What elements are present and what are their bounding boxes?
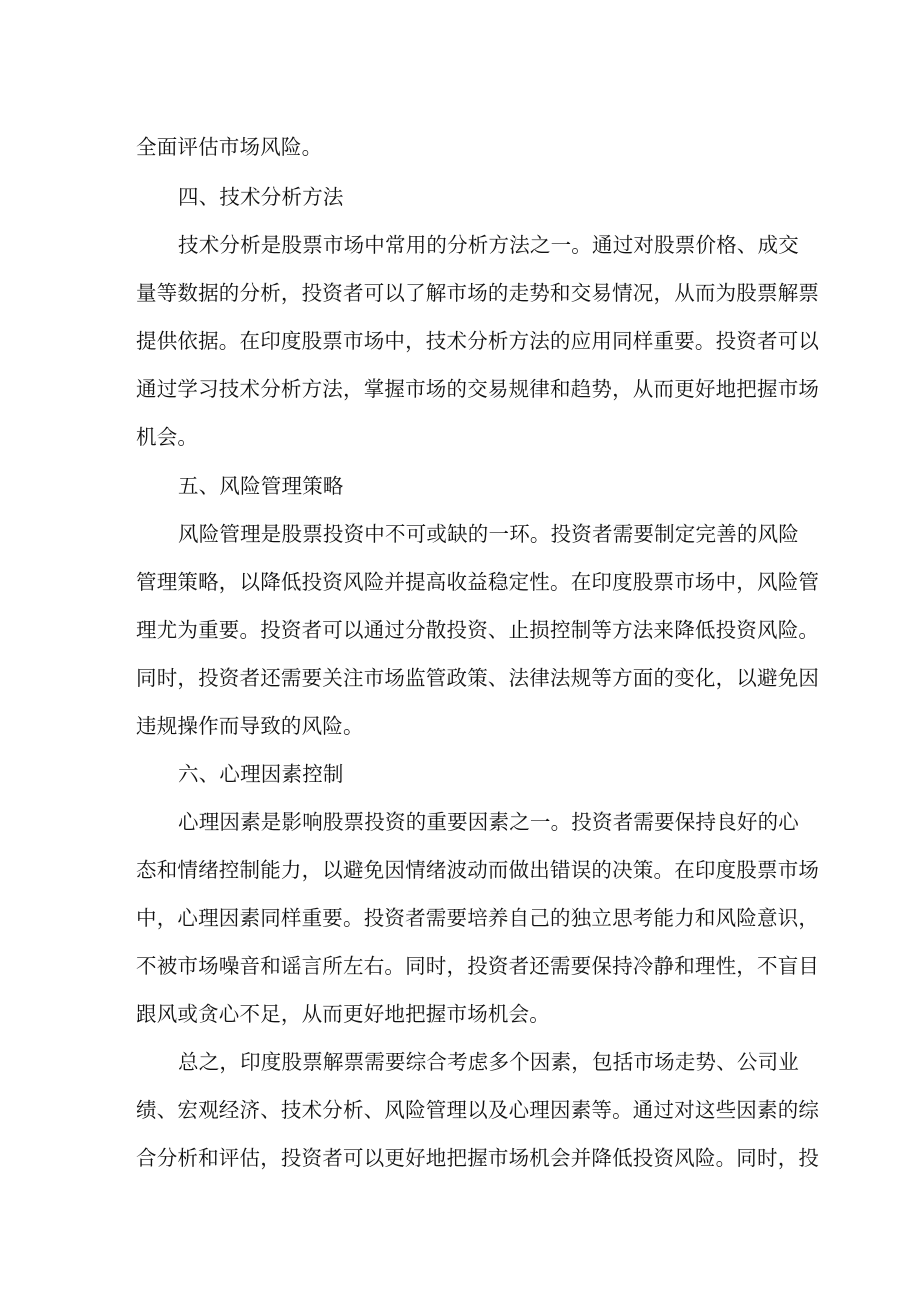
paragraph-line: 绩、宏观经济、技术分析、风险管理以及心理因素等。通过对这些因素的综 [136,1098,820,1122]
paragraph-line: 跟风或贪心不足，从而更好地把握市场机会。 [136,1002,550,1026]
paragraph-line: 中，心理因素同样重要。投资者需要培养自己的独立思考能力和风险意识， [136,906,820,930]
section-heading-psychological-factors: 六、心理因素控制 [178,762,344,786]
paragraph-line: 违规操作而导致的风险。 [136,714,364,738]
paragraph-line: 提供依据。在印度股票市场中，技术分析方法的应用同样重要。投资者可以 [136,329,820,353]
paragraph-line: 通过学习技术分析方法，掌握市场的交易规律和趋势，从而更好地把握市场 [136,377,820,401]
paragraph-line: 机会。 [136,425,199,449]
paragraph-line: 心理因素是影响股票投资的重要因素之一。投资者需要保持良好的心 [178,810,799,834]
paragraph-line: 管理策略，以降低投资风险并提高收益稳定性。在印度股票市场中，风险管 [136,570,820,594]
paragraph-line: 量等数据的分析，投资者可以了解市场的走势和交易情况，从而为股票解票 [136,281,820,305]
section-heading-technical-analysis: 四、技术分析方法 [178,185,344,209]
paragraph-line: 风险管理是股票投资中不可或缺的一环。投资者需要制定完善的风险 [178,522,799,546]
paragraph-line: 理尤为重要。投资者可以通过分散投资、止损控制等方法来降低投资风险。 [136,618,820,642]
paragraph-line: 态和情绪控制能力，以避免因情绪波动而做出错误的决策。在印度股票市场 [136,858,820,882]
paragraph-line: 不被市场噪音和谣言所左右。同时，投资者还需要保持冷静和理性，不盲目 [136,954,820,978]
section-heading-risk-management: 五、风险管理策略 [178,474,344,498]
paragraph-line: 同时，投资者还需要关注市场监管政策、法律法规等方面的变化，以避免因 [136,666,820,690]
paragraph-line: 技术分析是股票市场中常用的分析方法之一。通过对股票价格、成交 [178,233,799,257]
paragraph-line: 总之，印度股票解票需要综合考虑多个因素，包括市场走势、公司业 [178,1050,799,1074]
paragraph-line: 合分析和评估，投资者可以更好地把握市场机会并降低投资风险。同时，投 [136,1146,820,1170]
paragraph-line: 全面评估市场风险。 [136,135,323,159]
